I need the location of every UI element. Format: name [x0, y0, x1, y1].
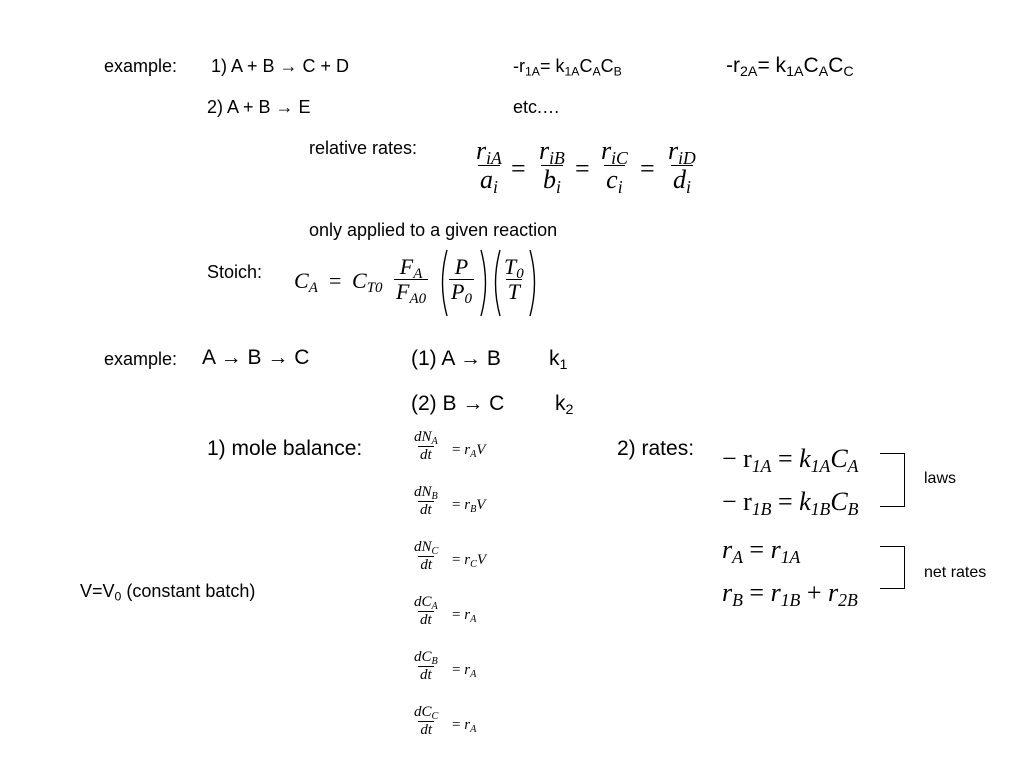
rate-law-r1A: − $r_{1A} = k_{1A}C_A$ [722, 444, 859, 476]
paren-left-t [490, 248, 502, 318]
equals-sign: = [511, 154, 526, 183]
example1-label: example: [104, 56, 178, 76]
fraction-riA-ai: $r_{iA}$ $a_i$ [476, 136, 502, 197]
fraction-temperature: $T_0$ T [504, 254, 524, 304]
step-2: (2) B → C [411, 392, 505, 415]
reaction-scheme: A → B → C [202, 346, 310, 369]
only-applied-note: only applied to a given reaction [309, 220, 558, 240]
k2: $k_2$ [555, 392, 574, 418]
rate-law-r1B: − $r_{1B} = k_{1B}C_B$ [722, 487, 859, 519]
step-1: (1) A → B [411, 347, 501, 370]
fraction-riC-ci: $r_{iC}$ $c_i$ [601, 136, 628, 197]
relative-rates-label: relative rates: [309, 138, 418, 158]
fraction-pressure: P $P_0$ [451, 254, 472, 308]
stoich-lhs: $C_A$ [294, 268, 318, 297]
etc-text: etc.… [513, 97, 561, 117]
net-rates-label: net rates [924, 564, 987, 581]
example2-label: example: [104, 349, 178, 369]
rate-law-1: $-r_{1A}= k_{1A}C_AC_B$ [513, 56, 622, 79]
reaction-1: 1) A + B → C + D [211, 56, 350, 76]
stoich-total-conc: $C_{T0}$ [352, 268, 383, 297]
net-rates-bracket [880, 546, 905, 589]
rates-label: 2) rates: [617, 437, 695, 460]
paren-left-p [437, 248, 449, 318]
net-rate-rA: $r_A = r_{1A}$ [722, 535, 801, 567]
volume-note: $V=V_0$ (constant batch) [80, 581, 256, 604]
equals-sign: = [640, 154, 655, 183]
fraction-riB-bi: $r_{iB}$ $b_i$ [539, 136, 565, 197]
fraction-riD-di: $r_{iD}$ $d_i$ [668, 136, 696, 197]
rate-law-2: $-r_{2A}= k_{1A}C_AC_C$ [726, 54, 854, 80]
equals-sign: = [329, 268, 342, 293]
mole-balance-label: 1) mole balance: [207, 437, 363, 460]
laws-label: laws [924, 470, 957, 487]
laws-bracket [880, 453, 905, 507]
paren-right-t [528, 248, 540, 318]
reaction-2: 2) A + B → E [207, 97, 311, 117]
k1: $k_1$ [549, 347, 568, 373]
fraction-flow: $F_A$ $F_{A0}$ [396, 254, 427, 308]
net-rate-rB: $r_B = r_{1B} + r_{2B}$ [722, 578, 858, 610]
stoich-label: Stoich: [207, 262, 263, 282]
equals-sign: = [575, 154, 590, 183]
